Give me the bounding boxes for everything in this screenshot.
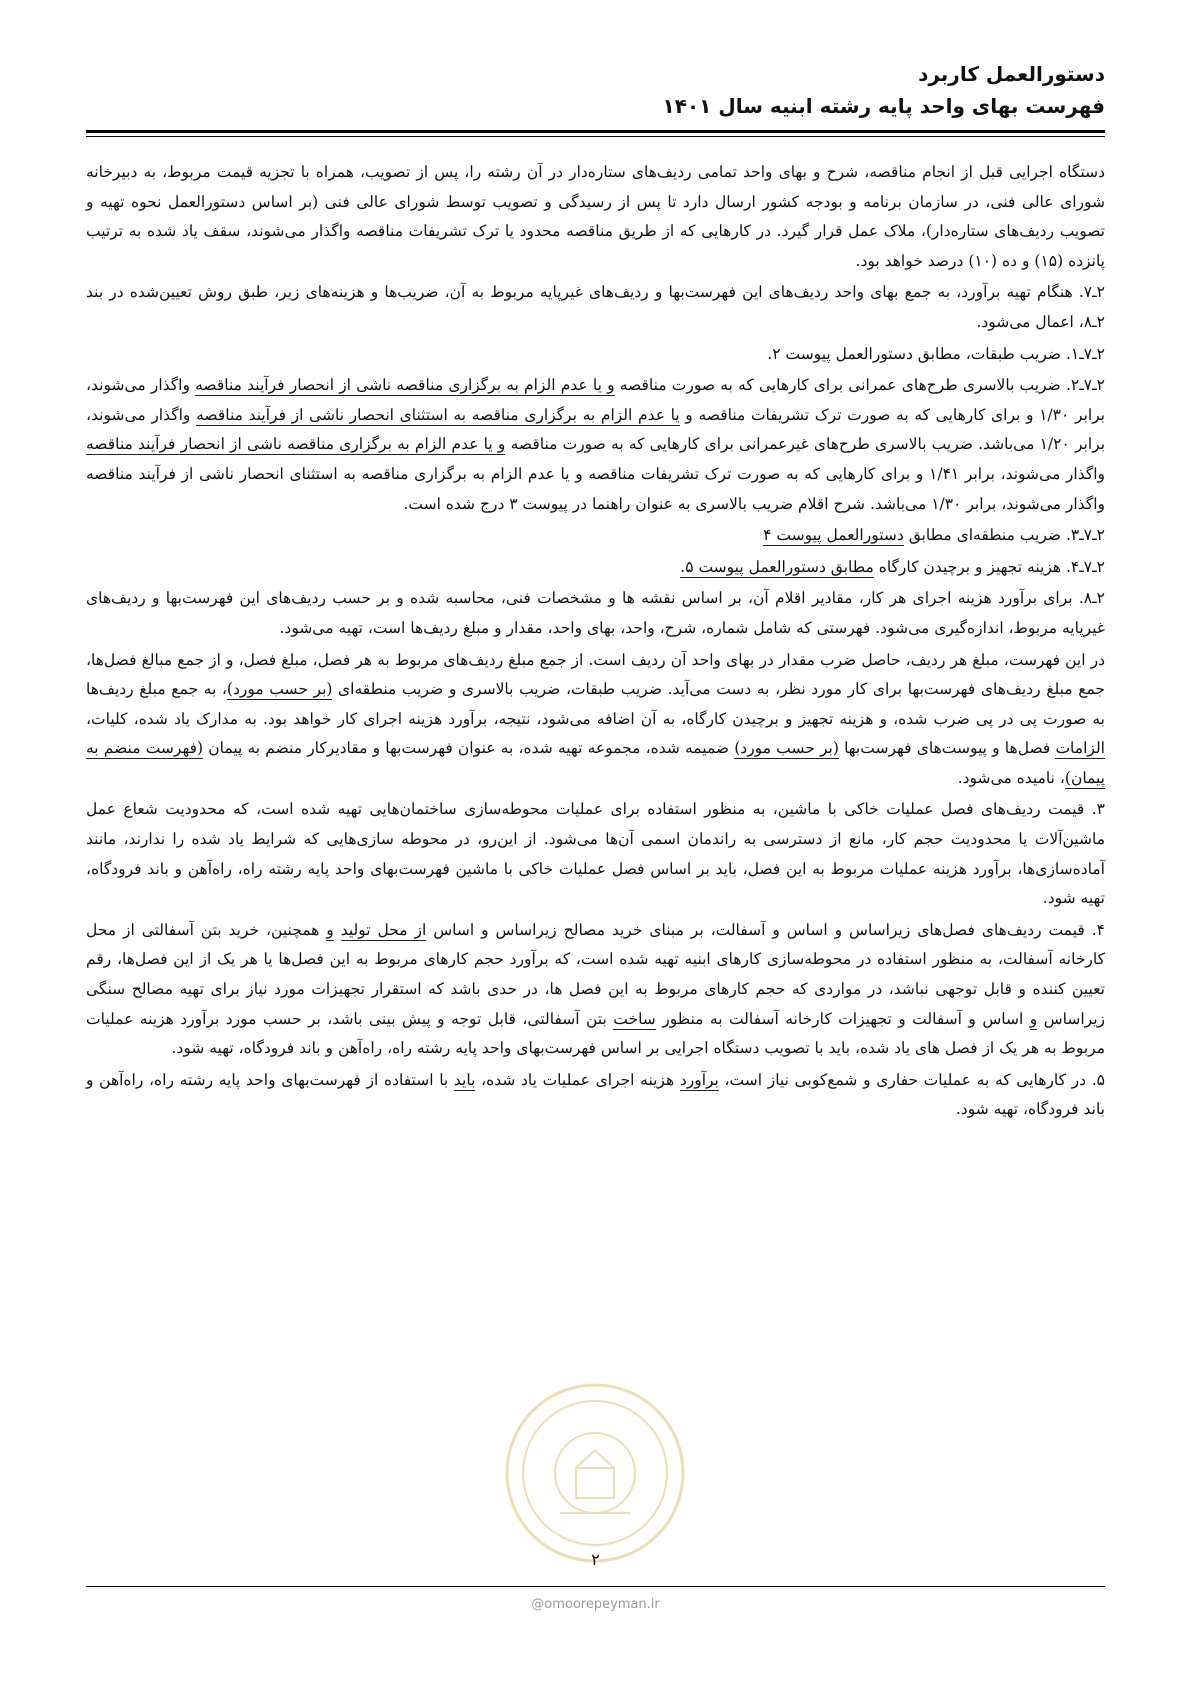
text-run [334,921,341,939]
text-run: بتن آسفالتی، قابل توجه و پیش بینی باشد، بر حسب مورد برآورد هزینه عملیات مربوط به هر یک از فصل های یاد شده، باید با تصویب دستگاه اجرایی بر اساس فهرست‌بهای واحد پایه رشته راه، راه‌آهن و باند فرودگاه، تهیه شود. [86,1009,1105,1058]
underlined-text: (بر حسب مورد) [734,739,839,758]
underlined-text: و یا عدم الزام به برگزاری مناقصه ناشی از انحصار فرآیند مناقصه [195,376,615,395]
page-number: ۲ [591,1550,600,1569]
paragraph: ۲ـ۸. برای برآورد هزینه اجرای هر کار، مقادیر اقلام آن، بر اساس نقشه ها و مشخصات فنی، محاسبه شده و بر حسب ردیف‌های این فهرست‌بها و ردیف‌های غیرپایه مربوط، اندازه‌گیری می‌شود. فهرستی که شامل شماره، شرح، واحد، بهای واحد، مقدار و مبلغ ردیف‌ها است، تهیه می‌شود. [86,589,1105,637]
paragraph [86,916,1105,1064]
text-run: همچنین، خرید بتن آسفالتی از محل کارخانه آسفالت، به منظور استفاده در محوطه‌سازی کارهای ابنیه تهیه شده است، که برآورد حجم کارهای مربوط به این فصل‌ها یا هر یک از این فصل‌ها، رقم تعیین کننده و قابل توجهی نباشد، در مواردی که حجم کارهای مربوط به این فصل ها، در حدی باشد که استقرار تجهیزات مورد نیاز برای تهیه مصالح سنگی زیراساس [86,920,1105,1028]
underlined-text: و [326,920,334,939]
footer-rule [86,1586,1105,1587]
text-run: ۲ـ۷ـ۳. ضریب منطقه‌ای مطابق [903,526,1105,545]
underlined-text: (بر حسب مورد) [226,680,333,699]
underlined-text: و یا عدم الزام به برگزاری مناقصه ناشی از انحصار فرآیند مناقصه [86,435,506,454]
text-run: واگذار می‌شوند، برابر ۱/۳۰ و برای کارهایی که به صورت ترک تشریفات مناقصه و [86,376,1106,424]
paragraph: ۲ـ۷. هنگام تهیه برآورد، به جمع بهای واحد ردیف‌های این فهرست‌بها و ردیف‌های غیرپایه مربوط به آن، ضریب‌ها و هزینه‌های زیر، طبق روش تعیین‌شده در بند ۲ـ۸، اعمال می‌شود. [86,283,1105,331]
paragraph [86,521,1105,551]
paragraph [86,646,1105,794]
underlined-text: از محل تولید [340,920,427,939]
underlined-text: مطابق دستورالعمل پیوست ۵. [680,557,874,576]
text-run: فصل‌ها و پیوست‌های فهرست‌بها [838,739,1056,758]
underlined-text: برآورد [679,1070,719,1089]
text-run: ۴. قیمت ردیف‌های فصل‌های زیراساس و اساس و آسفالت، بر مبنای خرید مصالح زیراساس و اساس [426,920,1105,939]
text-run: واگذار می‌شوند، برابر ۱/۲۰ می‌باشد. ضریب بالاسری طرح‌های غیرعمرانی برای کارهایی که به صورت مناقصه [86,405,1106,454]
text-run: ۲ـ۷ـ۲. ضریب بالاسری طرح‌های عمرانی برای کارهایی که به صورت مناقصه [614,376,1105,395]
text-run: ۲ـ۷ـ۴. هزینه تجهیز و برچیدن کارگاه [873,557,1105,576]
text-run: ، به جمع مبلغ ردیف‌ها به صورت پی در پی ضرب شده، و هزینه تجهیز و برچیدن کارگاه، به آن اضافه می‌شود، نتیجه، برآورد هزینه اجرای کار خواهد بود. به مدارک یاد شده، کلیات، [86,680,1105,728]
text-run: هزینه اجرای عملیات یاد شده، [475,1070,680,1089]
underlined-text: دستورالعمل پیوست ۴ [763,526,904,545]
text-run: ۵. در کارهایی که به عملیات حفاری و شمع‌کوبی نیاز است، [718,1070,1105,1089]
paragraph: ۲ـ۷ـ۱. ضریب طبقات، مطابق دستورالعمل پیوست ۲. [767,344,1105,363]
paragraph [86,371,1105,519]
underlined-text: الزامات [1055,739,1105,758]
page-header [86,58,1105,122]
text-run: در این فهرست، مبلغ هر ردیف، حاصل ضرب مقدار در بهای واحد آن ردیف است. از جمع مبلغ ردیف‌های مربوط به هر فصل، مبلغ فصل، و از جمع مبالغ فصل‌ها، جمع مبلغ ردیف‌های فهرست‌بها برای کار مورد نظر، به دست می‌آید. ضریب طبقات، ضریب بالاسری و ضریب منطقه‌ای [86,650,1106,699]
body-text [86,158,1105,1127]
website-watermark: @omoorepeyman.ir [531,1597,660,1612]
paragraph: ۳. قیمت ردیف‌های فصل عملیات خاکی با ماشین، به منظور استفاده برای عملیات محوطه‌سازی ساختمان‌هایی تهیه شده است، که محدودیت شعاع عمل ماشین‌آلات یا محدودیت حجم کار، مانع از دسترسی به راندمان اسمی آن‌ها می‌شود. از این‌رو، در محوطه سازی‌هایی که شرایط یاد شده را ندارند، مانند آماده‌سازی‌ها، برآورد هزینه عملیات مربوط به این فصل، باید بر اساس فصل عملیات خاکی با ماشین فهرست‌بهای واحد پایه رشته راه، راه‌آهن و باند فرودگاه، تهیه شود. [86,800,1105,908]
header-rule-thick [86,130,1105,133]
underlined-text: (فهرست منضم به پیمان) [86,739,1105,787]
paragraph [86,1066,1105,1125]
text-run: ضمیمه شده، مجموعه تهیه شده، به عنوان فهرست‌بها و مقادیرکار منضم به پیمان [203,739,735,758]
watermark-seal-icon [500,1378,690,1568]
underlined-text: یا عدم الزام به برگزاری مناقصه به استثنای انحصار ناشی از فرآیند مناقصه [196,405,680,424]
header-rule-thin [86,136,1105,137]
paragraph: دستگاه اجرایی قبل از انجام مناقصه، شرح و بهای واحد تمامی ردیف‌های ستاره‌دار در آن رشته را، پس از تصویب، همراه با تجزیه قیمت مربوط، به دبیرخانه شورای عالی فنی، در سازمان برنامه و بودجه کشور ارسال دارد تا پس از رسیدگی و تصویب توسط شورای عالی فنی (بر اساس دستورالعمل نحوه تهیه و تصویب ردیف‌های ستاره‌دار)، ملاک عمل قرار گیرد. در کارهایی که از طریق مناقصه محدود یا ترک تشریفات مناقصه واگذار می‌شوند، سقف یاد شده به ترتیب پانزده (۱۵) و ده (۱۰) درصد خواهد بود. [86,163,1105,270]
paragraph [86,553,1105,583]
text-run: با استفاده از فهرست‌بهای واحد پایه رشته راه، راه‌آهن و باند فرودگاه، تهیه شود. [86,1070,1105,1119]
document-subtitle: فهرست بهای واحد پایه رشته ابنیه سال ۱۴۰۱ [662,94,1105,118]
underlined-text: ساخت [613,1009,656,1028]
text-run: واگذار می‌شوند، برابر ۱/۴۱ و برای کارهایی که به صورت ترک تشریفات مناقصه و یا عدم الزام به برگزاری مناقصه به استثنای انحصار ناشی از فرآیند مناقصه واگذار می‌شوند، برابر ۱/۳۰ می‌باشد. شرح اقلام ضریب بالاسری به عنوان راهنما در پیوست ۳ درج شده است. [86,464,1106,513]
document-title: دستورالعمل کاربرد [918,62,1105,86]
underlined-text: و [1029,1009,1038,1028]
text-run: ، نامیده می‌شود. [957,768,1065,787]
underlined-text: باید [453,1070,476,1089]
text-run: اساس و آسفالت و تجهیزات کارخانه آسفالت به منظور [655,1009,1030,1028]
